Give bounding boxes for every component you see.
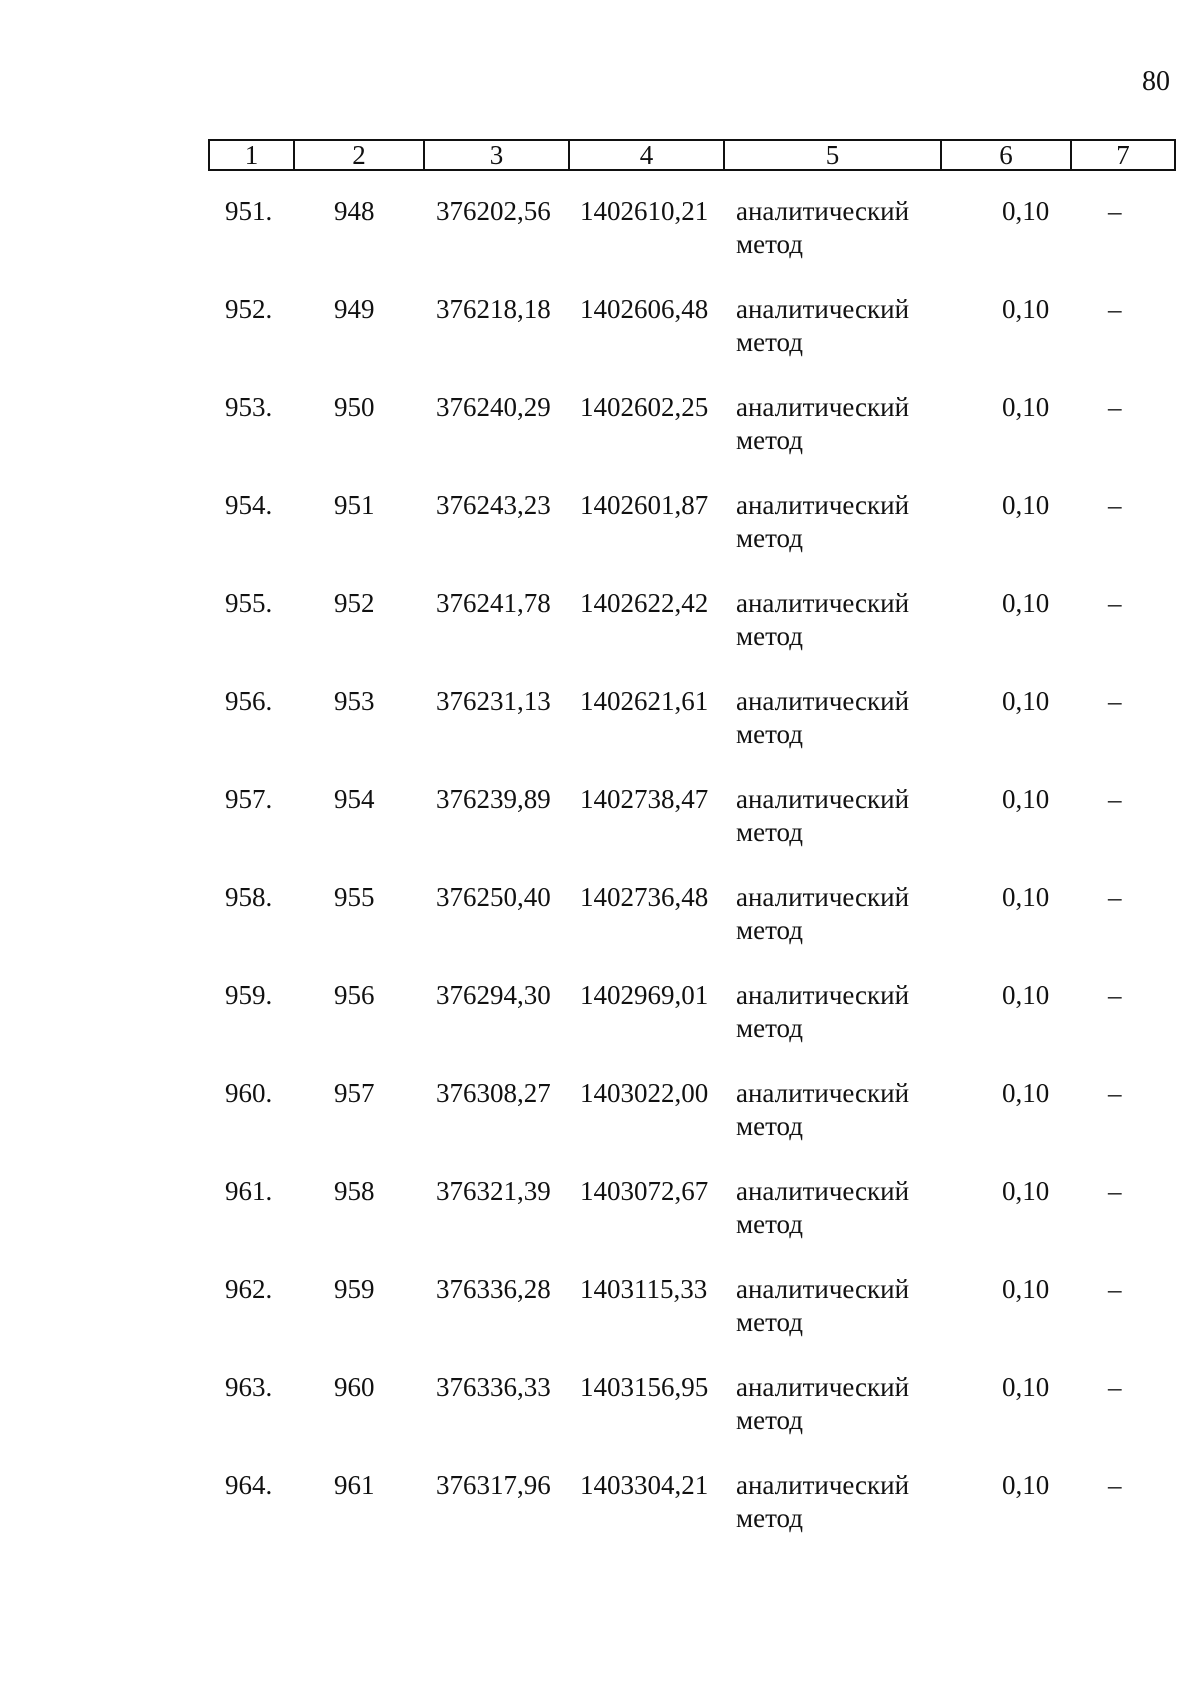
column-header-table bbox=[208, 139, 1176, 171]
column-header: 5 bbox=[724, 140, 941, 170]
method-line-1: аналитический bbox=[736, 980, 910, 1010]
note: – bbox=[1108, 1470, 1122, 1500]
row-number: 961. bbox=[225, 1176, 273, 1206]
table-row bbox=[0, 587, 1200, 685]
row-number: 956. bbox=[225, 686, 273, 716]
method bbox=[736, 881, 909, 947]
method-line-1: аналитический bbox=[736, 1372, 910, 1402]
method-line-2: метод bbox=[736, 327, 803, 357]
table-row bbox=[0, 1371, 1200, 1469]
method-line-2: метод bbox=[736, 915, 803, 945]
y-coordinate: 1403022,00 bbox=[580, 1078, 709, 1108]
row-number: 964. bbox=[225, 1470, 273, 1500]
y-coordinate: 1403156,95 bbox=[580, 1372, 709, 1402]
method bbox=[736, 293, 909, 359]
x-coordinate: 376294,30 bbox=[436, 980, 551, 1010]
x-coordinate: 376308,27 bbox=[436, 1078, 551, 1108]
method-line-1: аналитический bbox=[736, 392, 910, 422]
method-line-2: метод bbox=[736, 1013, 803, 1043]
y-coordinate: 1402621,61 bbox=[580, 686, 709, 716]
row-number: 959. bbox=[225, 980, 273, 1010]
x-coordinate: 376241,78 bbox=[436, 588, 551, 618]
method bbox=[736, 1077, 909, 1143]
method-line-2: метод bbox=[736, 1209, 803, 1239]
method-line-1: аналитический bbox=[736, 686, 910, 716]
accuracy: 0,10 bbox=[1002, 980, 1050, 1010]
method-line-2: метод bbox=[736, 1111, 803, 1141]
table-row bbox=[0, 979, 1200, 1077]
y-coordinate: 1402606,48 bbox=[580, 294, 709, 324]
y-coordinate: 1403072,67 bbox=[580, 1176, 709, 1206]
table-row bbox=[0, 685, 1200, 783]
method bbox=[736, 587, 909, 653]
column-header: 1 bbox=[209, 140, 294, 170]
method-line-1: аналитический bbox=[736, 490, 910, 520]
method-line-2: метод bbox=[736, 817, 803, 847]
row-number: 957. bbox=[225, 784, 273, 814]
point-number: 954 bbox=[334, 784, 375, 814]
y-coordinate: 1402969,01 bbox=[580, 980, 709, 1010]
row-number: 962. bbox=[225, 1274, 273, 1304]
accuracy: 0,10 bbox=[1002, 392, 1050, 422]
x-coordinate: 376231,13 bbox=[436, 686, 551, 716]
note: – bbox=[1108, 294, 1122, 324]
method bbox=[736, 489, 909, 555]
row-number: 953. bbox=[225, 392, 273, 422]
point-number: 949 bbox=[334, 294, 375, 324]
method bbox=[736, 1469, 909, 1535]
table-row bbox=[0, 293, 1200, 391]
method-line-2: метод bbox=[736, 425, 803, 455]
accuracy: 0,10 bbox=[1002, 490, 1050, 520]
note: – bbox=[1108, 784, 1122, 814]
table-body bbox=[0, 195, 1200, 1567]
method bbox=[736, 979, 909, 1045]
table-row bbox=[0, 195, 1200, 293]
row-number: 955. bbox=[225, 588, 273, 618]
x-coordinate: 376239,89 bbox=[436, 784, 551, 814]
x-coordinate: 376336,33 bbox=[436, 1372, 551, 1402]
y-coordinate: 1402601,87 bbox=[580, 490, 709, 520]
point-number: 950 bbox=[334, 392, 375, 422]
column-header: 7 bbox=[1071, 140, 1175, 170]
point-number: 951 bbox=[334, 490, 375, 520]
method-line-1: аналитический bbox=[736, 588, 910, 618]
point-number: 953 bbox=[334, 686, 375, 716]
note: – bbox=[1108, 882, 1122, 912]
method bbox=[736, 391, 909, 457]
method-line-2: метод bbox=[736, 1307, 803, 1337]
point-number: 948 bbox=[334, 196, 375, 226]
x-coordinate: 376336,28 bbox=[436, 1274, 551, 1304]
accuracy: 0,10 bbox=[1002, 1274, 1050, 1304]
method bbox=[736, 195, 909, 261]
method bbox=[736, 685, 909, 751]
note: – bbox=[1108, 1176, 1122, 1206]
point-number: 952 bbox=[334, 588, 375, 618]
accuracy: 0,10 bbox=[1002, 784, 1050, 814]
point-number: 956 bbox=[334, 980, 375, 1010]
method-line-1: аналитический bbox=[736, 882, 910, 912]
method-line-2: метод bbox=[736, 1503, 803, 1533]
accuracy: 0,10 bbox=[1002, 1372, 1050, 1402]
table-row bbox=[0, 1273, 1200, 1371]
method-line-1: аналитический bbox=[736, 784, 910, 814]
accuracy: 0,10 bbox=[1002, 1176, 1050, 1206]
x-coordinate: 376202,56 bbox=[436, 196, 551, 226]
y-coordinate: 1402736,48 bbox=[580, 882, 709, 912]
accuracy: 0,10 bbox=[1002, 196, 1050, 226]
table-row bbox=[0, 881, 1200, 979]
table-row bbox=[0, 1077, 1200, 1175]
method-line-2: метод bbox=[736, 1405, 803, 1435]
note: – bbox=[1108, 980, 1122, 1010]
row-number: 960. bbox=[225, 1078, 273, 1108]
x-coordinate: 376243,23 bbox=[436, 490, 551, 520]
method-line-1: аналитический bbox=[736, 1274, 910, 1304]
row-number: 954. bbox=[225, 490, 273, 520]
note: – bbox=[1108, 490, 1122, 520]
accuracy: 0,10 bbox=[1002, 1078, 1050, 1108]
accuracy: 0,10 bbox=[1002, 1470, 1050, 1500]
method-line-1: аналитический bbox=[736, 1470, 910, 1500]
table-row bbox=[0, 783, 1200, 881]
y-coordinate: 1402602,25 bbox=[580, 392, 709, 422]
page-number: 80 bbox=[1142, 66, 1170, 97]
table-row bbox=[0, 1175, 1200, 1273]
accuracy: 0,10 bbox=[1002, 686, 1050, 716]
x-coordinate: 376250,40 bbox=[436, 882, 551, 912]
method bbox=[736, 1175, 909, 1241]
row-number: 958. bbox=[225, 882, 273, 912]
method-line-2: метод bbox=[736, 523, 803, 553]
table-row bbox=[0, 1469, 1200, 1567]
note: – bbox=[1108, 588, 1122, 618]
y-coordinate: 1402610,21 bbox=[580, 196, 709, 226]
method-line-2: метод bbox=[736, 621, 803, 651]
y-coordinate: 1403304,21 bbox=[580, 1470, 709, 1500]
method-line-1: аналитический bbox=[736, 294, 910, 324]
point-number: 961 bbox=[334, 1470, 375, 1500]
method-line-2: метод bbox=[736, 229, 803, 259]
column-header: 2 bbox=[294, 140, 424, 170]
point-number: 958 bbox=[334, 1176, 375, 1206]
column-header-row bbox=[209, 140, 1175, 170]
method-line-1: аналитический bbox=[736, 1078, 910, 1108]
y-coordinate: 1402738,47 bbox=[580, 784, 709, 814]
row-number: 952. bbox=[225, 294, 273, 324]
method bbox=[736, 1371, 909, 1437]
method-line-1: аналитический bbox=[736, 196, 910, 226]
point-number: 960 bbox=[334, 1372, 375, 1402]
column-header: 6 bbox=[941, 140, 1071, 170]
method-line-1: аналитический bbox=[736, 1176, 910, 1206]
row-number: 951. bbox=[225, 196, 273, 226]
y-coordinate: 1402622,42 bbox=[580, 588, 709, 618]
note: – bbox=[1108, 1078, 1122, 1108]
accuracy: 0,10 bbox=[1002, 882, 1050, 912]
note: – bbox=[1108, 1274, 1122, 1304]
method-line-2: метод bbox=[736, 719, 803, 749]
y-coordinate: 1403115,33 bbox=[580, 1274, 708, 1304]
table-row bbox=[0, 391, 1200, 489]
x-coordinate: 376218,18 bbox=[436, 294, 551, 324]
accuracy: 0,10 bbox=[1002, 588, 1050, 618]
method bbox=[736, 783, 909, 849]
point-number: 959 bbox=[334, 1274, 375, 1304]
table-row bbox=[0, 489, 1200, 587]
row-number: 963. bbox=[225, 1372, 273, 1402]
column-header: 4 bbox=[569, 140, 724, 170]
point-number: 955 bbox=[334, 882, 375, 912]
point-number: 957 bbox=[334, 1078, 375, 1108]
note: – bbox=[1108, 686, 1122, 716]
x-coordinate: 376240,29 bbox=[436, 392, 551, 422]
note: – bbox=[1108, 1372, 1122, 1402]
method bbox=[736, 1273, 909, 1339]
note: – bbox=[1108, 196, 1122, 226]
column-header: 3 bbox=[424, 140, 569, 170]
x-coordinate: 376321,39 bbox=[436, 1176, 551, 1206]
accuracy: 0,10 bbox=[1002, 294, 1050, 324]
note: – bbox=[1108, 392, 1122, 422]
x-coordinate: 376317,96 bbox=[436, 1470, 551, 1500]
